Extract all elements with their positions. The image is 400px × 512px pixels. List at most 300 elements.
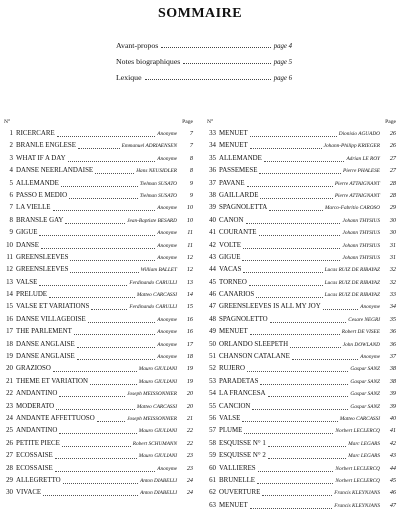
entry-page: 30 (389, 229, 396, 237)
entry-number: 36 (209, 167, 216, 175)
dot-leader (70, 260, 155, 261)
entry-number: 24 (6, 414, 13, 422)
entry-number: 16 (6, 315, 13, 323)
entry-composer: Francis KLEYNJANS (334, 502, 380, 509)
entry-title: MENUET (219, 142, 248, 150)
entry-composer: Matteo CARCASSI (339, 415, 380, 422)
toc-entry (206, 301, 396, 313)
entry-title: GREENSLEEVES IS ALL MY JOY (219, 303, 321, 311)
entry-composer: Johann THYSIUS (342, 242, 380, 249)
entry-title: PRELUDE (16, 291, 48, 299)
entry-title: PETITE PIECE (16, 439, 60, 447)
entry-composer: Anton DIABELLI (140, 490, 177, 497)
entry-title: OUVERTURE (219, 489, 261, 497)
entry-title: GAILLARDE (219, 191, 259, 199)
entry-number: 18 (6, 340, 13, 348)
toc-entry (206, 140, 396, 152)
entry-page: 42 (389, 439, 396, 447)
entry-composer: Anonyme (157, 242, 177, 249)
entry-number: 8 (9, 216, 13, 224)
dot-leader (69, 198, 138, 199)
entry-number: 46 (209, 291, 216, 299)
entry-page: 38 (389, 365, 396, 373)
entry-composer: Jean-Baptiste BESARD (127, 217, 177, 224)
dot-leader (260, 198, 333, 199)
entry-composer: Joseph MEISSONNIER (127, 391, 177, 398)
entry-composer: Gaspar SANZ (350, 391, 380, 398)
toc-entry (206, 264, 396, 276)
dot-leader (55, 458, 137, 459)
entry-page: 23 (186, 452, 193, 460)
entry-page: 13 (186, 278, 193, 286)
toc-entry (206, 202, 396, 214)
entry-number: 42 (209, 241, 216, 249)
entry-title: ANDANTINO (16, 427, 58, 435)
entry-title: PAVANE (219, 179, 245, 187)
entry-number: 34 (209, 142, 216, 150)
number-header: N° (4, 119, 11, 125)
entry-title: VACAS (219, 266, 242, 274)
entry-title: MENUET (219, 501, 248, 509)
entry-number: 44 (209, 266, 216, 274)
entry-page: 16 (186, 315, 193, 323)
entry-number: 15 (6, 303, 13, 311)
entry-composer: Mauro GIULIANI (138, 453, 177, 460)
dot-leader (247, 186, 333, 187)
dot-leader (260, 384, 348, 385)
entry-page: 38 (389, 377, 396, 385)
entry-number: 60 (209, 464, 216, 472)
entry-page: 12 (186, 266, 193, 274)
entry-number: 48 (209, 315, 216, 323)
entry-number: 27 (6, 452, 13, 460)
toc-entry (206, 413, 396, 425)
contents-column-left (3, 119, 193, 500)
toc-entry (206, 438, 396, 450)
dot-leader (268, 446, 346, 447)
front-matter-page: page 4 (273, 43, 292, 50)
entry-number: 49 (209, 328, 216, 336)
column-header (206, 119, 396, 128)
entry-number: 50 (209, 340, 216, 348)
entry-title: ESQUISSE N° 2 (219, 452, 266, 460)
toc-entry (3, 376, 193, 388)
toc-entry (3, 128, 193, 140)
toc-entry (206, 277, 396, 289)
front-matter-label: Lexique (116, 73, 142, 82)
toc-entry (206, 450, 396, 462)
entry-number: 59 (209, 452, 216, 460)
entry-title: ECOSSAISE (16, 452, 53, 460)
entry-composer: Matteo CARCASSI (136, 403, 177, 410)
entry-composer: Johann THYSIUS (342, 230, 380, 237)
entry-page: 43 (389, 452, 396, 460)
entry-title: GRAZIOSO (16, 365, 51, 373)
entry-title: CHANSON CATALANE (219, 353, 290, 361)
entry-page: 39 (389, 390, 396, 398)
entry-number: 7 (9, 204, 13, 212)
dot-leader (264, 161, 344, 162)
front-matter-notes-biographiques (116, 57, 292, 66)
entry-page: 14 (186, 291, 193, 299)
dot-leader (247, 371, 348, 372)
entry-composer: Lucas RUIZ DE RIBAYAZ (324, 279, 380, 286)
entry-page: 36 (389, 328, 396, 336)
entry-composer: Gaspar SANZ (350, 403, 380, 410)
entry-title: PASSO E MEDIO (16, 191, 68, 199)
entry-number: 5 (9, 179, 13, 187)
entry-page: 33 (389, 291, 396, 299)
toc-entry (206, 363, 396, 375)
entry-page: 27 (389, 154, 396, 162)
entry-page: 32 (389, 278, 396, 286)
entry-page: 26 (389, 142, 396, 150)
entry-number: 9 (9, 229, 13, 237)
entry-page: 20 (186, 402, 193, 410)
dot-leader (70, 272, 139, 273)
entry-number: 58 (209, 439, 216, 447)
entry-page: 11 (187, 241, 193, 249)
dot-leader (65, 223, 125, 224)
entry-page: 15 (186, 303, 193, 311)
entry-number: 54 (209, 390, 216, 398)
entry-number: 21 (6, 377, 13, 385)
entry-number: 43 (209, 253, 216, 261)
entry-number: 14 (6, 291, 13, 299)
dot-leader (268, 458, 346, 459)
toc-entry (3, 463, 193, 475)
entry-composer: Anonyme (157, 316, 177, 323)
entry-page: 9 (189, 191, 193, 199)
toc-entry (3, 301, 193, 313)
contents-column-right (206, 119, 396, 512)
toc-entry (3, 413, 193, 425)
entry-title: GIGUE (219, 253, 241, 261)
toc-entry (3, 388, 193, 400)
entry-page: 36 (389, 340, 396, 348)
entry-title: DANSE (16, 241, 39, 249)
entry-number: 2 (9, 142, 13, 150)
toc-entry (3, 339, 193, 351)
entry-composer: Norbert LECLERCQ (335, 477, 380, 484)
entry-composer: Anonyme (157, 465, 177, 472)
entry-number: 47 (209, 303, 216, 311)
dot-leader (243, 272, 323, 273)
toc-entry (3, 363, 193, 375)
entry-page: 24 (186, 476, 193, 484)
entry-composer: Gaspar SANZ (350, 366, 380, 373)
entry-number: 19 (6, 353, 13, 361)
toc-entry (206, 475, 396, 487)
entry-number: 56 (209, 414, 216, 422)
entry-title: ALLEMANDE (219, 154, 262, 162)
entry-composer: Anonyme (157, 131, 177, 137)
dot-leader (74, 334, 155, 335)
entry-page: 22 (186, 427, 193, 435)
entry-title: BRANLE ENGLESE (16, 142, 76, 150)
entry-page: 46 (389, 489, 396, 497)
toc-entry (3, 240, 193, 252)
entry-composer: Mauro GIULIANI (138, 366, 177, 373)
toc-entry (206, 463, 396, 475)
toc-entry (206, 425, 396, 437)
toc-entry (206, 339, 396, 351)
entry-title: LA FRANCESA (219, 390, 266, 398)
dot-leader (292, 359, 358, 360)
entry-number: 35 (209, 154, 216, 162)
toc-entry (206, 500, 396, 512)
dot-leader (161, 46, 270, 48)
entry-page: 18 (186, 353, 193, 361)
entry-title: RUJERO (219, 365, 246, 373)
toc-entry (206, 190, 396, 202)
toc-entry (206, 240, 396, 252)
entry-title: ANDANTINO (16, 390, 58, 398)
toc-entry (206, 252, 396, 264)
entry-title: VALSE ET VARIATIONS (16, 303, 90, 311)
entry-title: BRANSLE GAY (16, 216, 64, 224)
entry-page: 39 (389, 402, 396, 410)
entry-number: 41 (209, 229, 216, 237)
dot-leader (250, 148, 322, 149)
toc-entry (3, 450, 193, 462)
toc-entry (206, 178, 396, 190)
dot-leader (91, 309, 127, 310)
entry-number: 11 (6, 253, 13, 261)
entry-page: 34 (389, 303, 396, 311)
entry-composer: Lucas RUIZ DE RIBAYAZ (324, 292, 380, 299)
front-matter-lexique (116, 73, 292, 82)
toc-entry (206, 376, 396, 388)
entry-page: 7 (189, 142, 193, 150)
toc-entry (206, 227, 396, 239)
dot-leader (252, 409, 348, 410)
dot-leader (90, 384, 137, 385)
entry-title: ORLANDO SLEEPETH (219, 340, 289, 348)
toc-entry (206, 326, 396, 338)
entry-page: 26 (389, 130, 396, 137)
entry-page: 10 (186, 204, 193, 212)
dot-leader (250, 136, 337, 137)
entry-composer: Johann-Philipp KRIEGER (323, 143, 380, 150)
front-matter-label: Notes biographiques (116, 57, 181, 66)
toc-entry (206, 289, 396, 301)
entry-composer: Anton DIABELLI (140, 477, 177, 484)
entry-title: DANSE ANGLAISE (16, 353, 75, 361)
entry-title: TORNEO (219, 278, 247, 286)
entry-number: 12 (6, 266, 13, 274)
entry-composer: Pierre ATTAIGNANT (334, 192, 380, 199)
entry-composer: Marc LEGARS (348, 440, 380, 447)
dot-leader (39, 235, 155, 236)
dot-leader (242, 421, 338, 422)
dot-leader (323, 309, 358, 310)
entry-composer: Anonyme (157, 329, 177, 336)
dot-leader (250, 334, 340, 335)
entry-page: 8 (189, 167, 193, 175)
entry-number: 3 (9, 154, 13, 162)
entry-number: 37 (209, 179, 216, 187)
entry-title: GREENSLEEVES (16, 266, 69, 274)
entry-title: CANARIOS (219, 291, 255, 299)
toc-entry (3, 326, 193, 338)
entry-title: CANON (219, 216, 244, 224)
dot-leader (256, 297, 323, 298)
dot-leader (61, 186, 138, 187)
entry-page: 28 (389, 191, 396, 199)
entry-page: 23 (186, 464, 193, 472)
entry-composer: Adrian LE ROY (346, 155, 380, 162)
entry-composer: Marc LEGARS (348, 453, 380, 460)
toc-entry (3, 227, 193, 239)
entry-number: 28 (6, 464, 13, 472)
entry-number: 38 (209, 191, 216, 199)
entry-page: 31 (389, 253, 396, 261)
entry-title: MENUET (219, 328, 248, 336)
dot-leader (97, 421, 125, 422)
entry-title: DANSE ANGLAISE (16, 340, 75, 348)
dot-leader (68, 161, 155, 162)
entry-composer: Robert DE VISEE (341, 329, 380, 336)
entry-composer: Norbert LECLERCQ (335, 465, 380, 472)
dot-leader (43, 495, 138, 496)
toc-entry (3, 252, 193, 264)
entry-number: 62 (209, 489, 216, 497)
column-header (3, 119, 193, 128)
entry-page: 19 (186, 377, 193, 385)
entry-title: MENUET (219, 130, 248, 137)
toc-entry (3, 487, 193, 499)
entry-number: 53 (209, 377, 216, 385)
toc-entry (3, 140, 193, 152)
dot-leader (59, 396, 125, 397)
entry-composer: Anonyme (360, 304, 380, 311)
entry-composer: Hans NEUSIDLER (136, 168, 177, 175)
entry-composer: Lucas RUIZ DE RIBAYAZ (324, 267, 380, 274)
entry-number: 6 (9, 191, 13, 199)
dot-leader (268, 396, 348, 397)
toc-entry (3, 153, 193, 165)
entry-title: SPAGNOLETTA (219, 204, 268, 212)
toc-entry (3, 401, 193, 413)
entry-title: PASSEMESE (219, 167, 258, 175)
entry-number: 63 (209, 501, 216, 509)
entry-number: 25 (6, 427, 13, 435)
front-matter-label: Avant-propos (116, 41, 159, 50)
dot-leader (246, 223, 340, 224)
entry-page: 12 (186, 253, 193, 261)
toc-entry (206, 351, 396, 363)
entry-composer: Tielman SUSATO (139, 180, 177, 187)
entry-composer: Marco-Fabritio CAROSO (325, 205, 380, 212)
entry-title: BRUNELLE (219, 476, 255, 484)
toc-entry (3, 215, 193, 227)
entry-composer: Anonyme (157, 205, 177, 212)
entry-number: 57 (209, 427, 216, 435)
entry-list (3, 128, 193, 500)
toc-entry (3, 475, 193, 487)
entry-title: VALSE (219, 414, 241, 422)
entry-composer: Anonyme (157, 254, 177, 261)
entry-number: 45 (209, 278, 216, 286)
entry-title: RICERCARE (16, 130, 55, 137)
dot-leader (59, 433, 137, 434)
entry-title: ECOSSAISE (16, 464, 53, 472)
entry-page: 8 (189, 154, 193, 162)
entry-number: 61 (209, 476, 216, 484)
entry-number: 1 (9, 130, 13, 137)
entry-page: 20 (186, 390, 193, 398)
toc-entry (206, 388, 396, 400)
entry-page: 47 (389, 501, 396, 509)
entry-number: 10 (6, 241, 13, 249)
entry-page: 17 (186, 340, 193, 348)
toc-entry (3, 178, 193, 190)
entry-title: ALLEGRETTO (16, 476, 61, 484)
entry-title: MODERATO (16, 402, 55, 410)
entry-list (206, 128, 396, 512)
dot-leader (259, 235, 340, 236)
toc-entry (206, 314, 396, 326)
toc-entry (3, 289, 193, 301)
entry-composer: Joseph MEISSONNIER (127, 415, 177, 422)
dot-leader (53, 210, 155, 211)
entry-title: GIGUE (16, 229, 38, 237)
dot-leader (269, 210, 323, 211)
entry-title: SPAGNOLETTO (219, 315, 268, 323)
entry-composer: John DOWLAND (342, 341, 380, 348)
dot-leader (262, 495, 332, 496)
entry-page: 35 (389, 315, 396, 323)
entry-number: 29 (6, 476, 13, 484)
entry-composer: Anonyme (157, 341, 177, 348)
toc-entry (3, 190, 193, 202)
front-matter-page: page 5 (273, 59, 292, 66)
toc-entry (3, 277, 193, 289)
entry-composer: Robert SCHUMANN (132, 440, 177, 447)
entry-page: 44 (389, 464, 396, 472)
entry-number: 52 (209, 365, 216, 373)
entry-page: 16 (186, 328, 193, 336)
page-header: Page (385, 119, 396, 125)
dot-leader (270, 322, 346, 323)
entry-page: 29 (389, 204, 396, 212)
entry-page: 30 (389, 216, 396, 224)
entry-title: DANSE NEERLANDAISE (16, 167, 94, 175)
entry-number: 55 (209, 402, 216, 410)
entry-page: 28 (389, 179, 396, 187)
entry-page: 7 (189, 130, 193, 137)
entry-title: GREENSLEEVES (16, 253, 69, 261)
dot-leader (39, 285, 127, 286)
toc-entry (206, 401, 396, 413)
entry-title: PLUME (219, 427, 243, 435)
entry-composer: Norbert LECLERCQ (335, 428, 380, 435)
entry-title: ESQUISSE N° 1 (219, 439, 266, 447)
toc-entry (206, 128, 396, 140)
page-header: Page (182, 119, 193, 125)
entry-page: 32 (389, 266, 396, 274)
entry-title: THEME ET VARIATION (16, 377, 88, 385)
entry-title: COURANTE (219, 229, 257, 237)
toc-entry (3, 165, 193, 177)
entry-composer: Ferdinando CARULLI (129, 279, 177, 286)
entry-composer: Anonyme (157, 354, 177, 361)
entry-page: 31 (389, 241, 396, 249)
dot-leader (57, 136, 155, 137)
entry-page: 10 (186, 216, 193, 224)
front-matter-page: page 6 (273, 75, 292, 82)
